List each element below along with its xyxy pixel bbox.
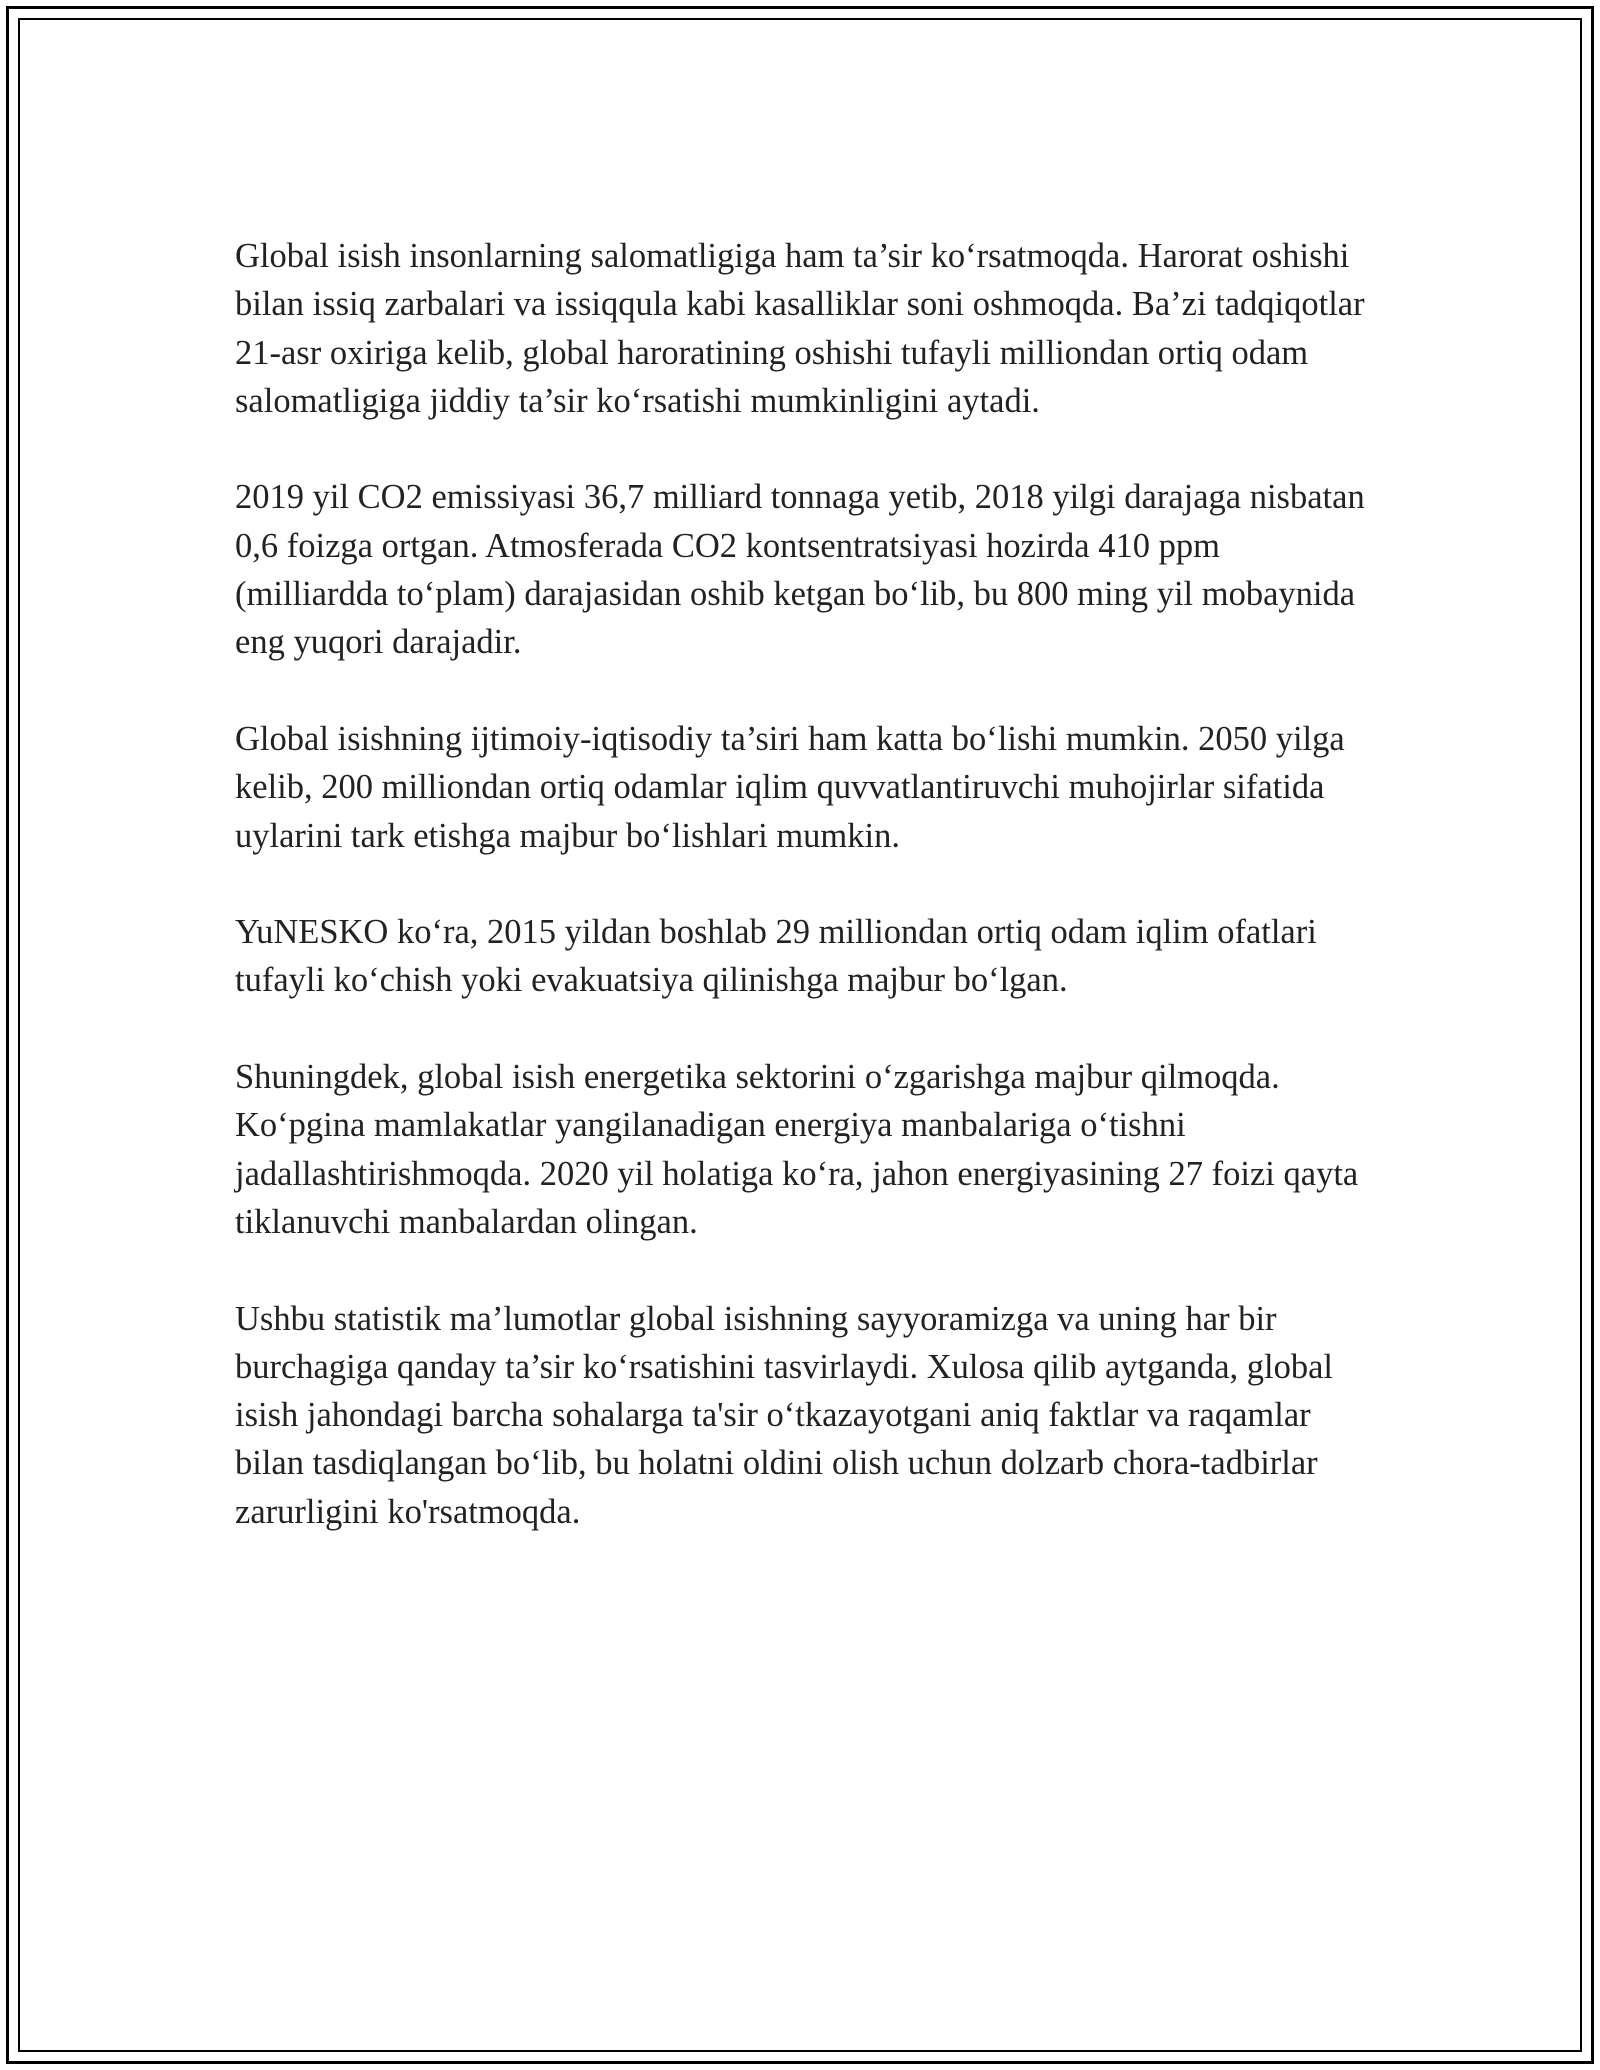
paragraph-unesco-displacement: YuNESKO ko‘ra, 2015 yildan boshlab 29 milliondan ortiq odam iqlim ofatlari tufayli ko‘chish yoki evakuatsiya qilinishga majbur bo‘lgan. [235,913,1317,1000]
paragraph-co2-emissions: 2019 yil CO2 emissiyasi 36,7 milliard tonnaga yetib, 2018 yilgi darajaga nisbatan 0,6 foizga ortgan. Atmosferada CO2 kontsentratsiyasi hozirda 410 ppm (milliardda to‘plam) darajasidan oshib ketgan bo‘lib, bu 800 ming yil mobaynida eng yuqori darajadir. [235,478,1365,662]
paragraph-health-impact: Global isish insonlarning salomatligiga ham ta’sir ko‘rsatmoqda. Harorat oshishi bilan issiq zarbalari va issiqqula kabi kasalliklar soni oshmoqda. Ba’zi tadqiqotlar 21-asr oxiriga kelib, global haroratining oshishi tufayli milliondan ortiq odam salomatligiga jiddiy ta’sir ko‘rsatishi mumkinligini aytadi. [235,237,1365,420]
document-body [235,232,1375,1536]
paragraph-energy-sector: Shuningdek, global isish energetika sektorini o‘zgarishga majbur qilmoqda. Ko‘pgina mamlakatlar yangilanadigan energiya manbalariga o‘tishni jadallashtirishmoqda. 2020 yil holatiga ko‘ra, jahon energiyasining 27 foizi qayta tiklanuvchi manbalardan olingan. [235,1058,1359,1241]
paragraph-conclusion: Ushbu statistik ma’lumotlar global isishning sayyoramizga va uning har bir burchagiga qanday ta’sir ko‘rsatishini tasvirlaydi. Xulosa qilib aytganda, global isish jahondagi barcha sohalarga ta'sir o‘tkazayotgani aniq faktlar va raqamlar bilan tasdiqlangan bo‘lib, bu holatni oldini olish uchun dolzarb chora-tadbirlar zarurligini ko'rsatmoqda. [235,1299,1333,1531]
paragraph-socioeconomic-impact: Global isishning ijtimoiy-iqtisodiy ta’siri ham katta bo‘lishi mumkin. 2050 yilga kelib, 200 milliondan ortiq odamlar iqlim quvvatlantiruvchi muhojirlar sifatida uylarini tark etishga majbur bo‘lishlari mumkin. [235,719,1345,855]
